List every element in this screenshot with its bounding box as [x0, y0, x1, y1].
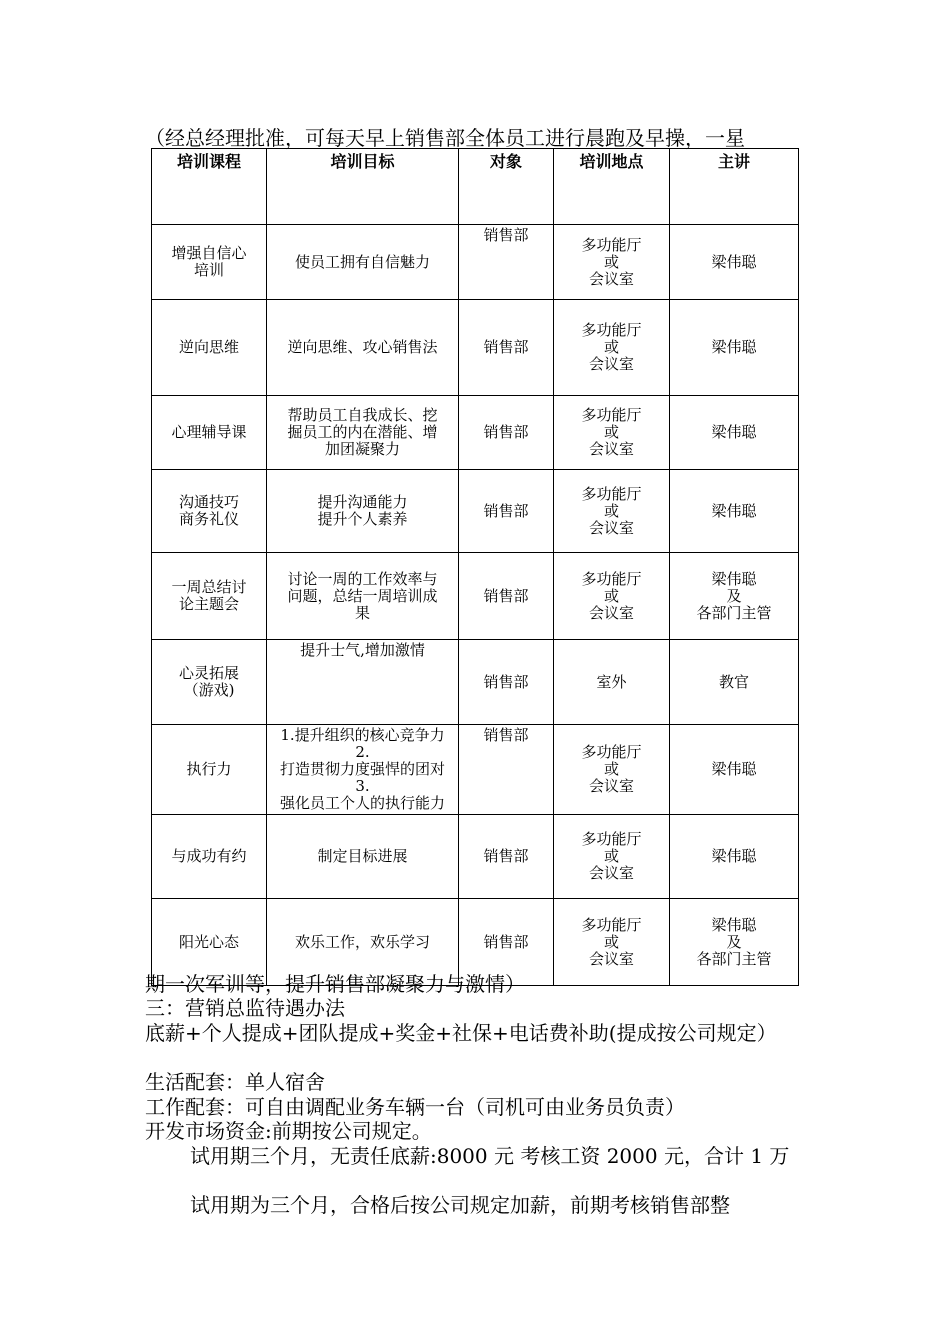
work-benefits-text: 工作配套：可自由调配业务车辆一台（司机可由业务员负责）	[145, 1095, 685, 1119]
location-cell: 多功能厅 或 会议室	[581, 484, 642, 537]
location-cell: 多功能厅 或 会议室	[581, 569, 642, 622]
table-row	[152, 470, 799, 553]
speaker-cell: 梁伟聪	[711, 847, 757, 865]
location-cell: 多功能厅 或 会议室	[581, 406, 642, 458]
probation-review-text: 试用期为三个月，合格后按公司规定加薪，前期考核销售部整	[190, 1193, 730, 1217]
table-row	[152, 300, 799, 396]
course-cell: 执行力	[186, 760, 232, 778]
living-benefits-text: 生活配套：单人宿舍	[145, 1070, 325, 1094]
speaker-cell: 教官	[718, 672, 749, 691]
goal-cell: 1.提升组织的核心竞争力 2. 打造贯彻力度强悍的团对 3. 强化员工个人的执行能力	[279, 726, 445, 812]
target-cell: 销售部	[483, 847, 529, 865]
course-cell: 一周总结讨 论主题会	[171, 578, 247, 613]
speaker-cell: 梁伟聪	[711, 338, 757, 356]
speaker-cell: 梁伟聪	[711, 423, 757, 441]
goal-cell: 讨论一周的工作效率与 问题，总结一周培训成 果	[287, 569, 438, 622]
course-cell: 心灵拓展 （游戏)	[178, 664, 239, 699]
location-cell: 室外	[596, 672, 627, 691]
table-row	[152, 553, 799, 640]
course-cell: 增强自信心 培训	[171, 244, 247, 279]
course-cell: 心理辅导课	[171, 423, 247, 441]
goal-cell: 使员工拥有自信魅力	[294, 252, 430, 271]
table-row	[152, 815, 799, 899]
intro-line: （经总经理批准，可每天早上销售部全体员工进行晨跑及早操，一星	[145, 126, 745, 150]
probation-salary-text: 试用期三个月，无责任底薪:8000 元 考核工资 2000 元，合计 1 万	[190, 1144, 790, 1168]
header-goal: 培训目标	[267, 149, 459, 225]
goal-cell: 欢乐工作，欢乐学习	[294, 932, 430, 951]
training-table	[151, 148, 799, 986]
speaker-cell: 梁伟聪 及 各部门主管	[696, 569, 772, 622]
goal-cell: 提升士气,增加激情	[300, 641, 425, 659]
course-cell: 阳光心态	[178, 932, 239, 951]
location-cell: 多功能厅 或 会议室	[581, 235, 642, 288]
target-cell: 销售部	[483, 586, 529, 605]
target-cell: 销售部	[483, 932, 529, 951]
location-cell: 多功能厅 或 会议室	[581, 830, 642, 882]
market-funding-text: 开发市场资金:前期按公司规定。	[145, 1119, 432, 1143]
goal-cell: 逆向思维、攻心销售法	[287, 338, 438, 356]
target-cell: 销售部	[483, 226, 529, 244]
paragraph-continuation: 期一次军训等，提升销售部凝聚力与激情）	[145, 972, 525, 996]
goal-cell: 提升沟通能力 提升个人素养	[317, 493, 408, 528]
target-cell: 销售部	[483, 726, 529, 744]
speaker-cell: 梁伟聪	[711, 501, 757, 520]
goal-cell: 制定目标进展	[317, 847, 408, 865]
speaker-cell: 梁伟聪	[711, 252, 757, 271]
table-row	[152, 725, 799, 815]
table-row	[152, 640, 799, 725]
header-location: 培训地点	[554, 149, 670, 225]
table-row	[152, 396, 799, 470]
course-cell: 沟通技巧 商务礼仪	[178, 493, 239, 528]
salary-structure-text: 底薪+个人提成+团队提成+奖金+社保+电话费补助(提成按公司规定）	[145, 1021, 777, 1045]
target-cell: 销售部	[483, 423, 529, 441]
target-cell: 销售部	[483, 501, 529, 520]
goal-cell: 帮助员工自我成长、挖 掘员工的内在潜能、增 加团凝聚力	[287, 406, 438, 458]
section-heading: 三：营销总监待遇办法	[145, 996, 345, 1020]
header-speaker: 主讲	[670, 149, 799, 225]
location-cell: 多功能厅 或 会议室	[581, 743, 642, 795]
header-target: 对象	[459, 149, 554, 225]
course-cell: 与成功有约	[171, 847, 247, 865]
table-row	[152, 225, 799, 300]
header-course: 培训课程	[152, 149, 267, 225]
speaker-cell: 梁伟聪 及 各部门主管	[696, 915, 772, 968]
course-cell: 逆向思维	[178, 338, 239, 356]
location-cell: 多功能厅 或 会议室	[581, 915, 642, 968]
target-cell: 销售部	[483, 672, 529, 691]
location-cell: 多功能厅 或 会议室	[581, 321, 642, 373]
speaker-cell: 梁伟聪	[711, 760, 757, 778]
table-header-row	[152, 149, 799, 225]
target-cell: 销售部	[483, 338, 529, 356]
